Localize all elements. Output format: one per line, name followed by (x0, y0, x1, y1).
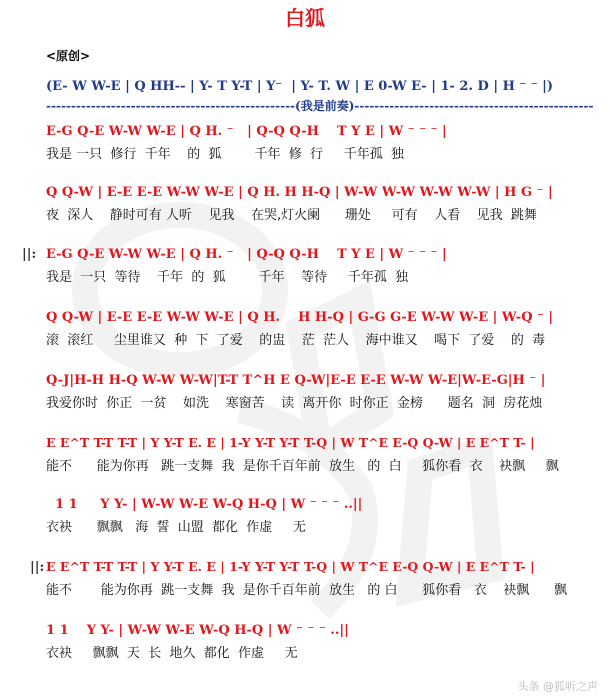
notation-line-6: E E^T T-T T-T | Y Y-T E. E | 1-Y Y-T Y-T T-Q | W T^E E-Q Q-W | E E^T T- | (46, 435, 535, 450)
watermark-label: 头条 @狐听之声 (517, 680, 598, 693)
lyrics-line-1: 我是 一只 修行 千年 的 狐 千年 修 行 千年孤 独 (46, 147, 404, 162)
repeat-start-sign-2: ||: (30, 560, 45, 575)
lyrics-line-5: 我爱你时 你正 一贫 如洗 寒窗苦 读 离开你 时你正 金榜 题名 洞 房花烛 (46, 396, 543, 411)
lyrics-line-6: 能不 能为你再 跳一支舞 我 是你千百年前 放生 的 白 狐你看 衣 袂飘 飘 (46, 459, 559, 474)
lyrics-line-4: 滚 滚红 尘里谁又 种 下 了爱 的盅 茫 茫人 海中谁又 喝下 了爱 的 毒 (46, 333, 546, 348)
lyrics-line-7: 衣袂 飘飘 海 誓 山盟 都化 作虚 无 (46, 520, 306, 535)
lyrics-line-9: 衣袂 飘飘 天 长 地久 都化 作虚 无 (46, 646, 298, 661)
page-title: 白狐 (285, 6, 325, 30)
lyrics-line-8: 能不 能为你再 跳一支舞 我 是你千百年前 放生 的 白 狐你看 衣 袂飘 飘 (46, 583, 568, 598)
notation-line-7: 1 1 Y Y- | W-W W-E W-Q H-Q | W ⁻ ⁻ ⁻ ..|| (46, 497, 363, 512)
repeat-start-sign: ||: (22, 247, 37, 262)
notation-line-1: E-G Q-E W-W W-E | Q H. ⁻ | Q-Q Q-H T Y E | W ⁻ ⁻ ⁻ | (46, 124, 447, 139)
original-tag: <原创> (46, 49, 91, 63)
notation-line-5: Q-J|H-H H-Q W-W W-W|T-T T^H E Q-W|E-E E-E W-W W-E|W-E-G|H ⁻ | (46, 373, 546, 388)
notation-line-9: 1 1 Y Y- | W-W W-E W-Q H-Q | W ⁻ ⁻ ⁻ ..|| (46, 623, 349, 638)
notation-line-2: Q Q-W | E-E E-E W-W W-E | Q H. H H-Q | W-W W-W W-W W-W | H G ⁻ | (46, 185, 553, 200)
notation-line-8: E E^T T-T T-T | Y Y-T E. E | 1-Y Y-T Y-T T-Q | W T^E E-Q Q-W | E E^T T- | (46, 559, 535, 574)
notation-line-4: Q Q-W | E-E E-E W-W W-E | Q H. H H-Q | G-G G-E W-W W-E | W-Q ⁻ | (46, 310, 554, 325)
notation-line-3: E-G Q-E W-W W-E | Q H. ⁻ | Q-Q Q-H T Y E | W ⁻ ⁻ ⁻ | (46, 247, 447, 262)
intro-caption: --------------------------------------------------(我是前奏)------------------------------------------------ (46, 99, 594, 113)
lyrics-line-2: 夜 深人 静时可有 人听 见我 在哭,灯火阑 珊处 可有 人看 见我 跳舞 (46, 208, 537, 223)
intro-notation: (E- W W-E | Q HH-- | Y- T Y-T | Y⁻ | Y- T. W | E 0-W E- | 1- 2. D | H ⁻ ⁻ |) (46, 79, 554, 94)
lyrics-line-3: 我是 一只 等待 千年 的 狐 千年 等待 千年孤 独 (46, 270, 409, 285)
